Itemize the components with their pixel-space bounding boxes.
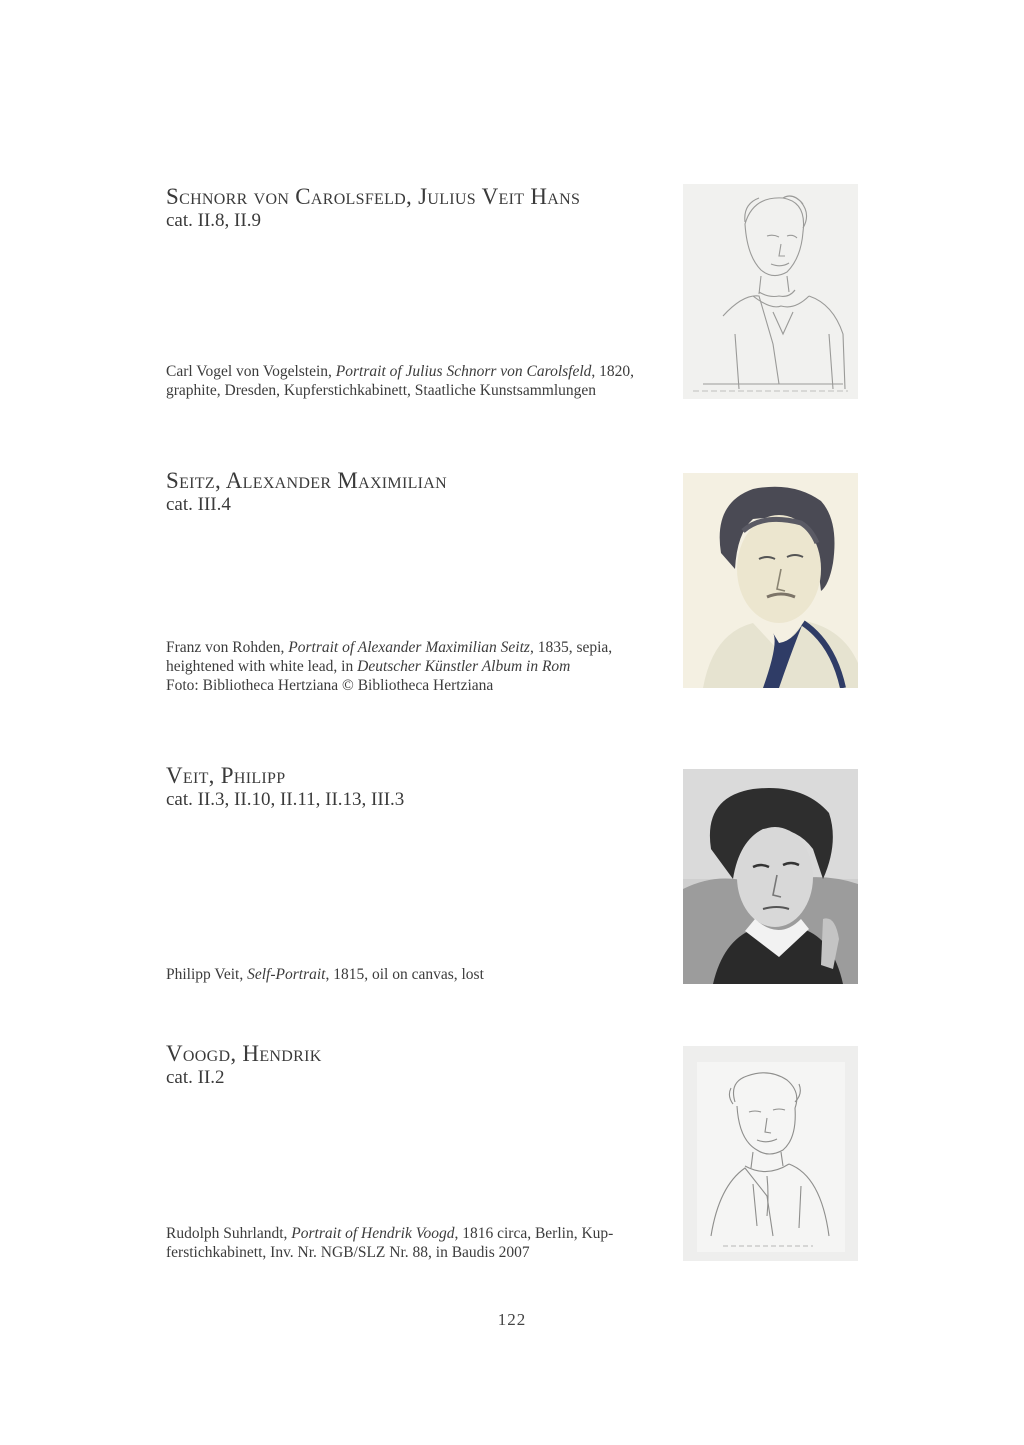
image-caption [166,965,666,984]
image-caption [166,362,666,400]
caption-text: heightened with white lead, in [166,658,358,675]
artwork-title: Portrait of Julius Schnorr von Carolsfeld [335,363,592,380]
catalogue-reference: cat. II.2 [166,1067,225,1088]
page-number: 122 [497,1310,527,1329]
caption-text: Franz von Rohden, [166,639,289,656]
image-caption [166,1224,666,1262]
caption-text: , 1835, sepia, [529,639,613,656]
caption-line: graphite, Dresden, Kupferstichkabinett, Staatliche Kunstsammlungen [166,382,597,399]
entry-seitz [166,468,858,694]
entry-schnorr [166,184,858,399]
caption-text: Philipp Veit, [166,966,248,983]
sepia-portrait [683,473,858,688]
caption-line: ferstichkabinett, Inv. Nr. NGB/SLZ Nr. 88, in Baudis 2007 [166,1244,530,1261]
portrait-image [683,1046,858,1261]
artwork-title: Portrait of Alexander Maximilian Seitz [288,639,530,656]
caption-text: Carl Vogel von Vogelstein, [166,363,336,380]
caption-text: , 1816 circa, Berlin, Kup- [454,1225,614,1242]
artwork-title: Self-Portrait [247,966,326,983]
graphite-portrait-drawing [683,184,858,399]
caption-line [166,1224,666,1243]
caption-text: Rudolph Suhrlandt, [166,1225,292,1242]
oil-self-portrait [683,769,858,984]
caption-line [166,965,666,984]
entry-voogd [166,1041,858,1261]
portrait-image [683,184,858,399]
artwork-title: Portrait of Hendrik Voogd [291,1225,455,1242]
pencil-portrait-drawing [683,1046,858,1261]
portrait-image [683,473,858,688]
image-caption [166,638,666,695]
caption-text: , 1815, oil on canvas, lost [325,966,484,983]
catalogue-reference: cat. II.3, II.10, II.11, II.13, III.3 [166,789,405,810]
caption-line: Foto: Bibliotheca Hertziana © Bibliotheca Hertziana [166,677,494,694]
artist-name: Veit, Philipp [166,763,286,788]
caption-text: , 1820, [591,363,635,380]
catalogue-reference: cat. III.4 [166,494,231,515]
artist-name: Seitz, Alexander Maximilian [166,468,447,493]
catalogue-reference: cat. II.8, II.9 [166,210,261,231]
publication-title: Deutscher Künstler Album in Rom [357,658,571,675]
artist-name: Schnorr von Carolsfeld, Julius Veit Hans [166,184,581,209]
artist-name: Voogd, Hendrik [166,1041,322,1066]
entry-veit [166,763,858,983]
portrait-image [683,769,858,984]
caption-line [166,657,666,676]
caption-line [166,362,666,381]
caption-line [166,638,666,657]
